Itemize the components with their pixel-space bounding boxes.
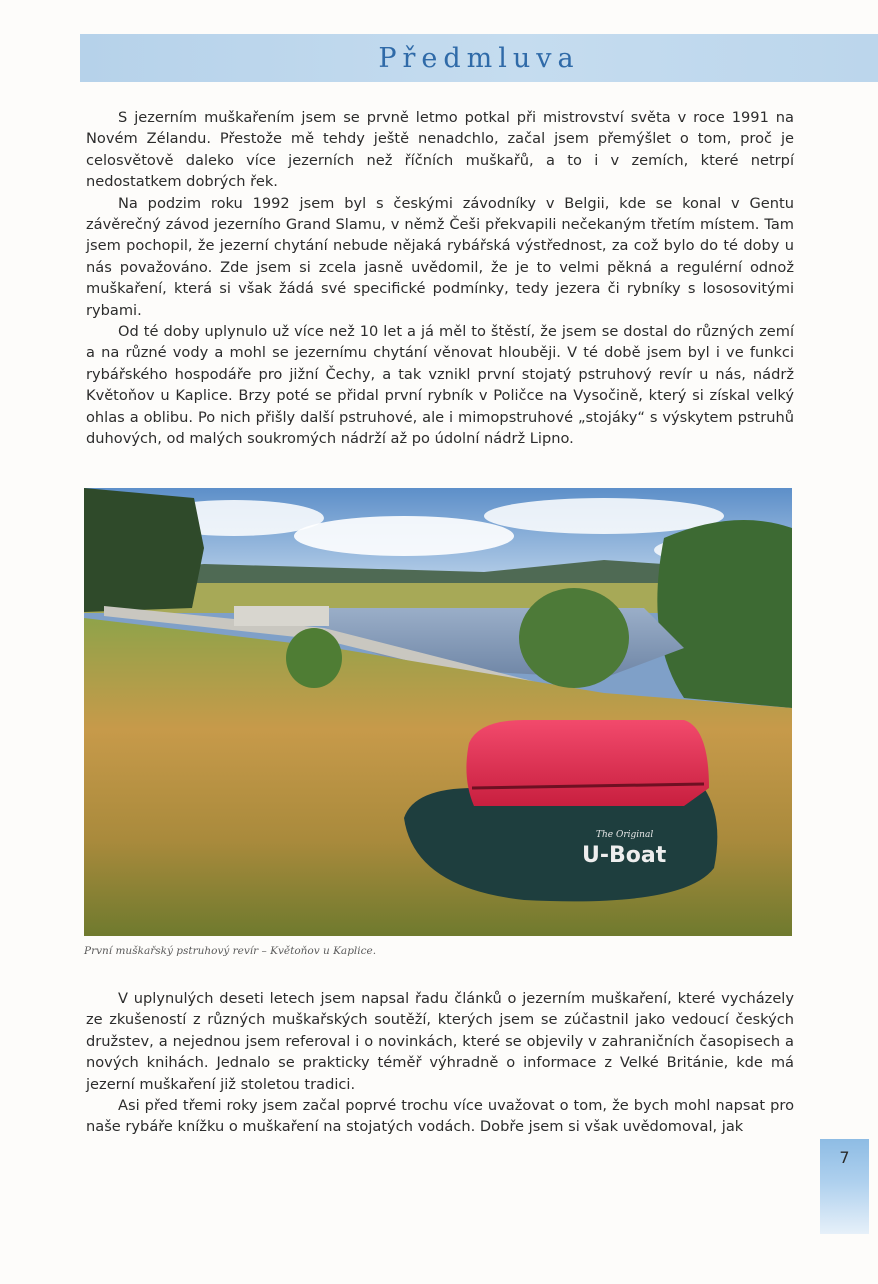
boat-brand-small: The Original	[596, 830, 654, 840]
intro-text	[86, 107, 794, 450]
dam-building	[234, 606, 329, 626]
lake-photo	[84, 488, 792, 936]
continuation-text	[86, 988, 794, 1138]
cloud	[484, 498, 724, 534]
continuation-paragraph-2: Asi před třemi roky jsem začal poprvé trochu více uvažovat o tom, že bych mohl napsat pro naše rybáře knížku o muškaření na stojatých vodách. Dobře jsem si však uvědomoval, jak	[86, 1097, 794, 1136]
boat-top	[466, 720, 709, 806]
boat-brand-large: U-Boat	[582, 843, 667, 868]
intro-paragraph-3: Od té doby uplynulo už více než 10 let a já měl to štěstí, že jsem se dostal do různých zemí a na různé vody a mohl se jezernímu chytání věnovat hlouběji. V té době jsem byl i ve funkci rybářského hospodáře pro jižní Čechy, a tak vznikl první stojatý pstruhový revír u nás, nádrž Květoňov u Kaplice. Brzy poté se přidal první rybník v Poličce na Vysočině, který si získal velký ohlas a oblibu. Po nich přišly další pstruhové, ale i mimopstruhové „stojáky“ s výskytem pstruhů duhových, od malých soukromých nádrží až po údolní nádrž Lipno.	[86, 323, 794, 448]
page-title: Předmluva	[378, 43, 580, 74]
lake-photo-illustration	[84, 488, 792, 936]
intro-paragraph-2: Na podzim roku 1992 jsem byl s českými závodníky v Belgii, kde se konal v Gentu závěrečný závod jezerního Grand Slamu, v němž Češi překvapili nečekaným třetím místem. Tam jsem pochopil, že jezerní chytání nebude nějaká rybářská výstřednost, za což bylo do té doby u nás považováno. Zde jsem si zcela jasně uvědomil, že je to velmi pěkná a regulérní odnož muškaření, která si však žádá své specifické podmínky, tedy jezera či rybníky s lososovitými rybami.	[86, 194, 794, 319]
bush	[286, 628, 342, 688]
bush	[519, 588, 629, 688]
page-number: 7	[839, 1148, 850, 1167]
photo-caption: První muškařský pstruhový revír – Květoňov u Kaplice.	[84, 945, 377, 957]
tree-right	[657, 520, 792, 708]
cloud	[294, 516, 514, 556]
tree-line	[84, 488, 204, 612]
continuation-paragraph-1: V uplynulých deseti letech jsem napsal řadu článků o jezerním muškaření, které vycházely ze zkušeností z různých muškařských soutěží, kterých jsem se zúčastnil jako vedoucí českých družstev, a nejednou jsem referoval i o novinkách, které se objevily v zahraničních časopisech a nových knihách. Jednalo se prakticky téměř výhradně o informace z Velké Británie, kde má jezerní muškaření již stoletou tradici.	[86, 990, 794, 1093]
intro-paragraph-1: S jezerním muškařením jsem se prvně letmo potkal při mistrovství světa v roce 1991 na Novém Zélandu. Přestože mě tehdy ještě nenadchlo, začal jsem přemýšlet o tom, proč je celosvětově daleko více jezerních než říčních muškařů, a to i v zemích, které netrpí nedostatkem dobrých řek.	[86, 109, 794, 191]
